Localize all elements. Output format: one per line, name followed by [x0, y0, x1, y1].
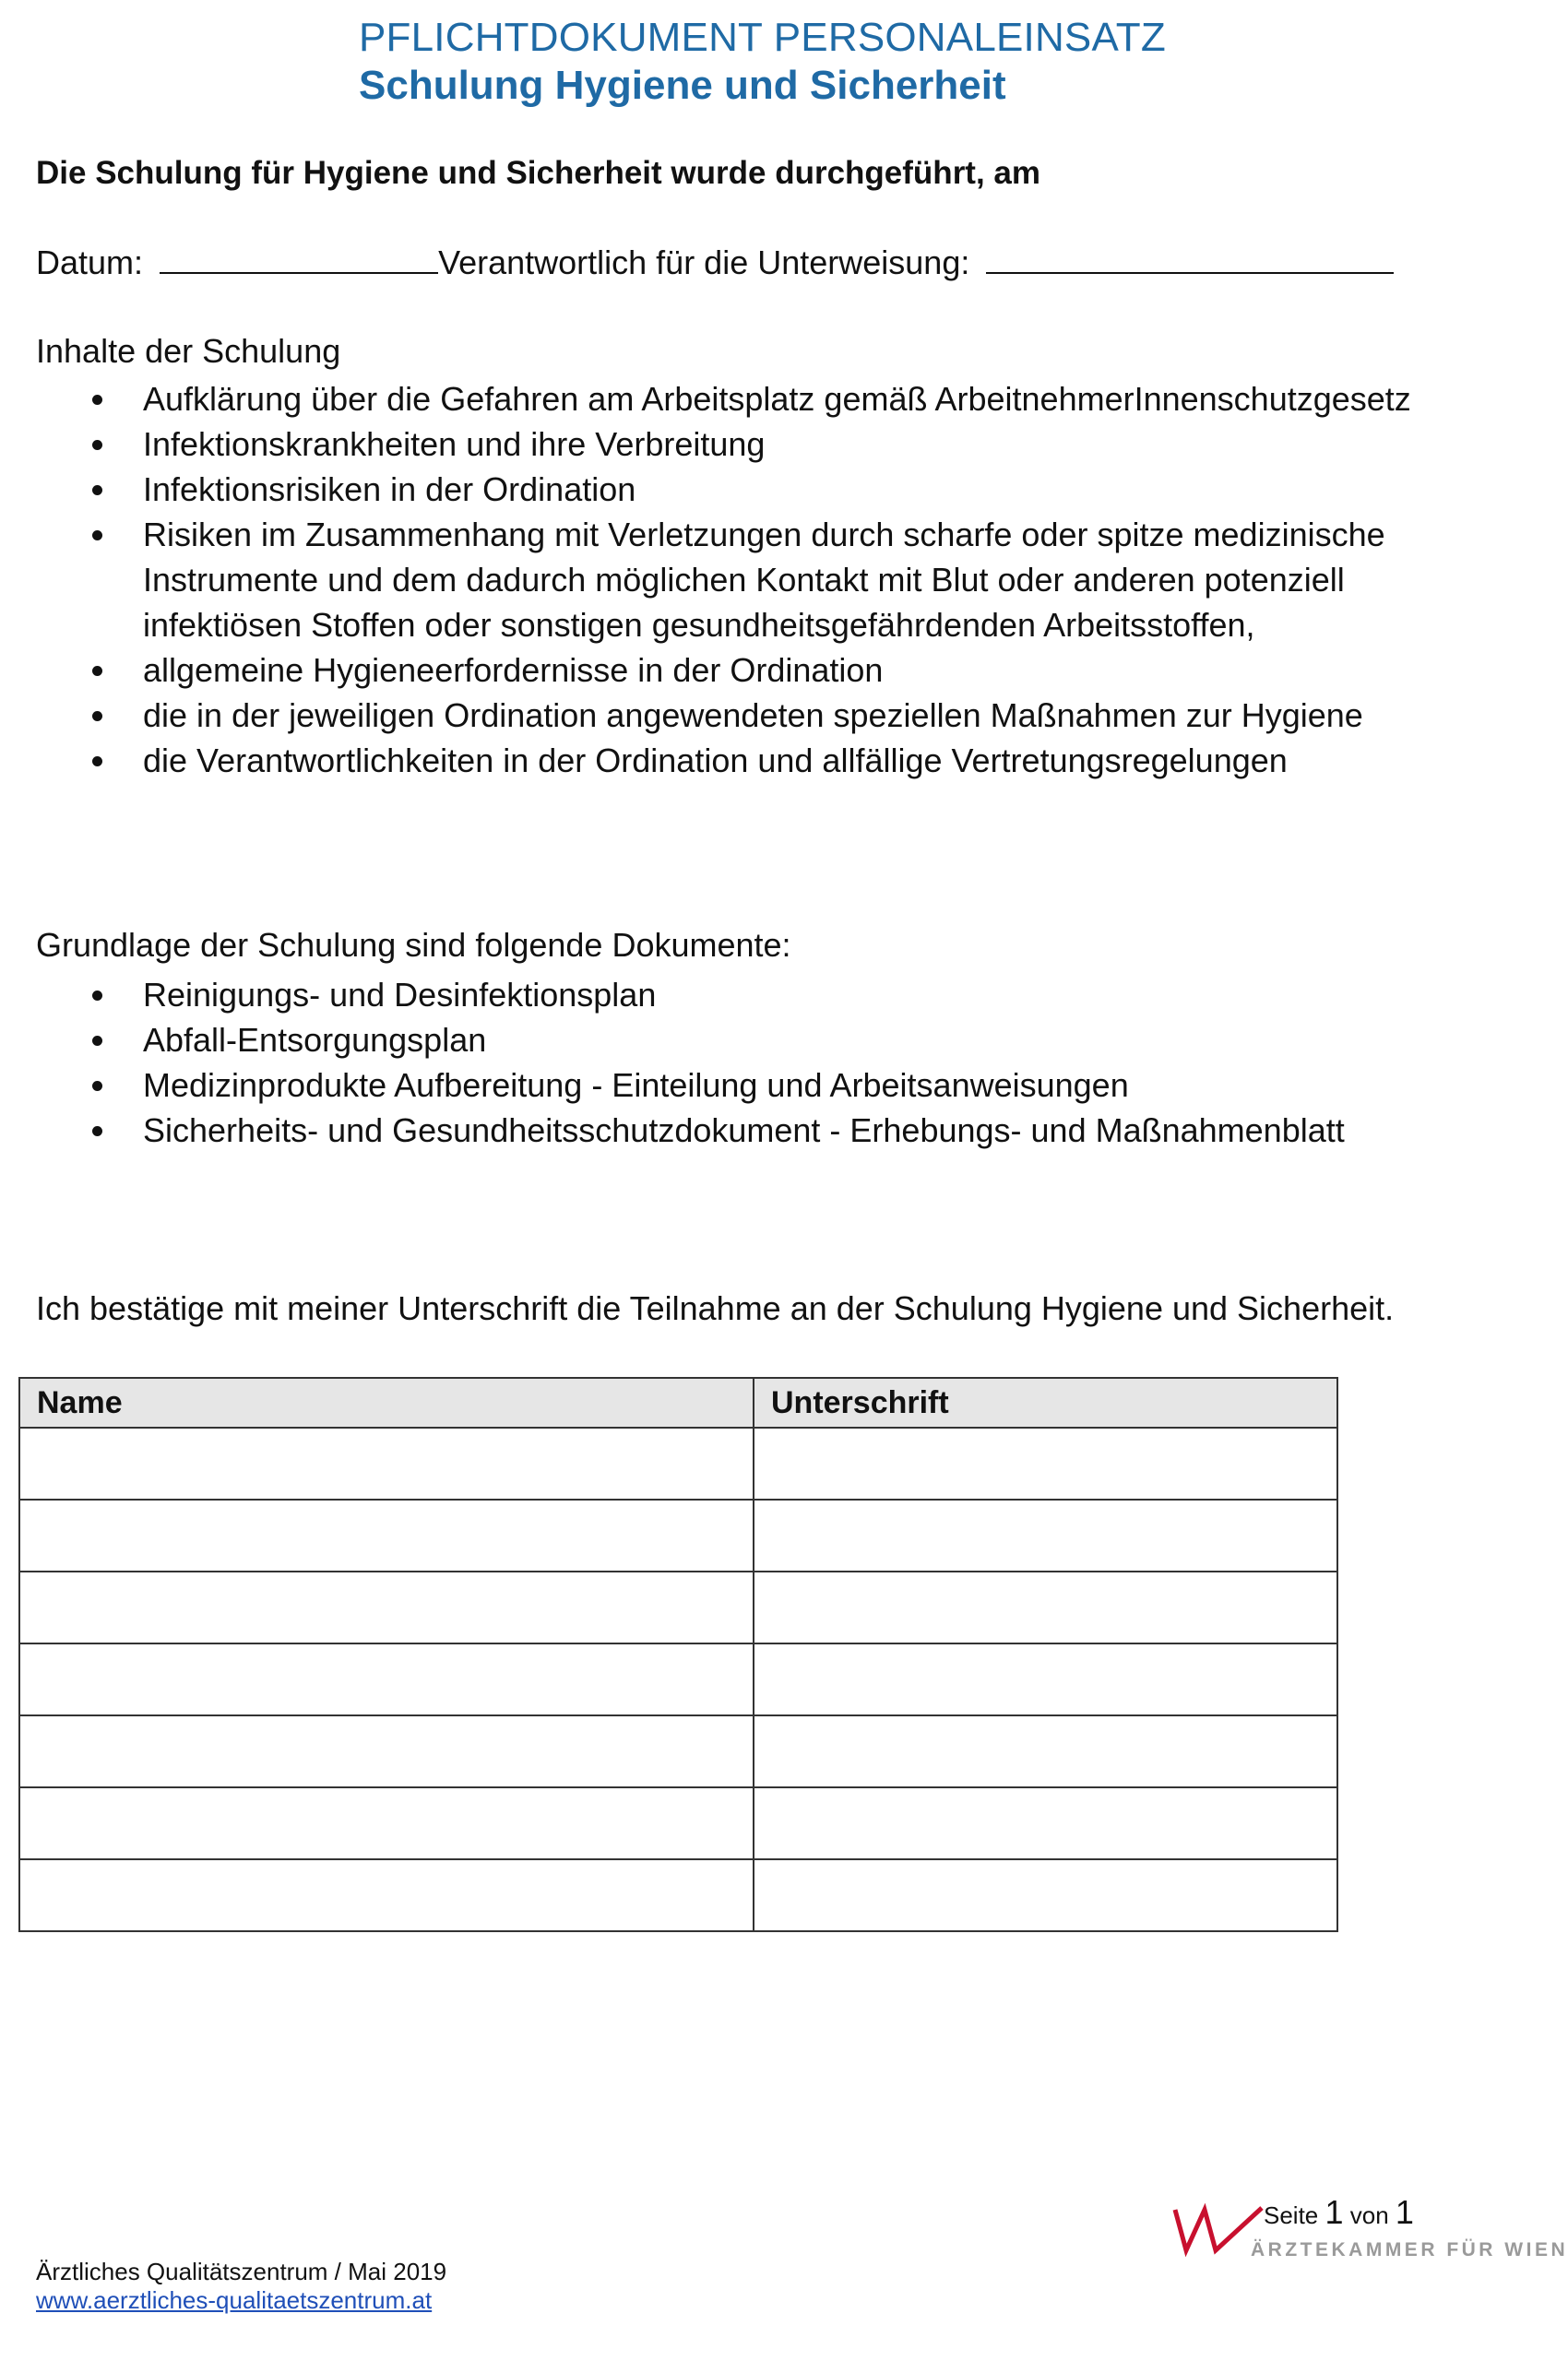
contents-list-item: Infektionskrankheiten und ihre Verbreitung: [0, 421, 1416, 467]
table-row: [19, 1428, 1337, 1500]
signature-cell[interactable]: [754, 1572, 1337, 1643]
contents-list-item: allgemeine Hygieneerfordernisse in der Ordination: [0, 647, 1416, 693]
contents-list-item: Aufklärung über die Gefahren am Arbeitsplatz gemäß ArbeitnehmerInnenschutzgesetz: [0, 376, 1416, 421]
date-responsible-row: [36, 243, 1394, 282]
table-row: [19, 1643, 1337, 1715]
column-header-signature: Unterschrift: [754, 1378, 1337, 1428]
confirmation-text: Ich bestätige mit meiner Unterschrift die Teilnahme an der Schulung Hygiene und Sicherheit.: [36, 1289, 1395, 1327]
date-label: Datum:: [36, 243, 144, 281]
signature-cell[interactable]: [754, 1859, 1337, 1931]
contents-list: [0, 376, 1505, 783]
document-title: PFLICHTDOKUMENT PERSONALEINSATZ: [359, 15, 1166, 60]
contents-list-item: Risiken im Zusammenhang mit Verletzungen durch scharfe oder spitze medizinische Instrumente und dem dadurch möglichen Kontakt mit Blut oder anderen potenziell infektiösen Stoffen oder sonstigen gesundheitsgefährdenden Arbeitsstoffen,: [0, 512, 1416, 647]
page-current: 1: [1324, 2193, 1344, 2231]
contents-list-item: die Verantwortlichkeiten in der Ordination und allfällige Vertretungsregelungen: [0, 738, 1416, 783]
name-cell[interactable]: [19, 1787, 754, 1859]
intro-text: Die Schulung für Hygiene und Sicherheit wurde durchgeführt, am: [36, 155, 1040, 191]
signature-table: [18, 1377, 1338, 1932]
name-cell[interactable]: [19, 1715, 754, 1787]
name-cell[interactable]: [19, 1859, 754, 1931]
name-cell[interactable]: [19, 1572, 754, 1643]
documents-list-item: Abfall-Entsorgungsplan: [0, 1017, 1416, 1062]
signature-cell[interactable]: [754, 1715, 1337, 1787]
signature-cell[interactable]: [754, 1500, 1337, 1572]
responsible-label: Verantwortlich für die Unterweisung:: [438, 243, 970, 281]
name-cell[interactable]: [19, 1428, 754, 1500]
documents-list: [0, 972, 1505, 1153]
name-cell[interactable]: [19, 1500, 754, 1572]
documents-heading: Grundlage der Schulung sind folgende Dokumente:: [36, 926, 791, 964]
documents-list-item: Reinigungs- und Desinfektionsplan: [0, 972, 1416, 1017]
logo-text: ÄRZTEKAMMER FÜR WIEN: [1251, 2239, 1568, 2260]
footer-organization: Ärztliches Qualitätszentrum / Mai 2019: [36, 2258, 447, 2285]
page-number: [1264, 2193, 1414, 2232]
responsible-field[interactable]: [986, 246, 1394, 274]
column-header-name: Name: [19, 1378, 754, 1428]
page-label: Seite: [1264, 2201, 1319, 2229]
signature-cell[interactable]: [754, 1787, 1337, 1859]
table-row: [19, 1859, 1337, 1931]
table-row: [19, 1572, 1337, 1643]
contents-list-item: Infektionsrisiken in der Ordination: [0, 467, 1416, 512]
name-cell[interactable]: [19, 1643, 754, 1715]
page-of-label: von: [1349, 2201, 1389, 2229]
table-row: [19, 1500, 1337, 1572]
footer-link[interactable]: www.aerztliches-qualitaetszentrum.at: [36, 2286, 433, 2314]
document-subtitle: Schulung Hygiene und Sicherheit: [359, 63, 1006, 108]
documents-list-item: Sicherheits- und Gesundheitsschutzdokument - Erhebungs- und Maßnahmenblatt: [0, 1108, 1416, 1153]
contents-heading: Inhalte der Schulung: [36, 332, 341, 370]
documents-list-item: Medizinprodukte Aufbereitung - Einteilung und Arbeitsanweisungen: [0, 1062, 1416, 1108]
table-header-row: [19, 1378, 1337, 1428]
page-total: 1: [1395, 2193, 1414, 2231]
signature-cell[interactable]: [754, 1643, 1337, 1715]
signature-cell[interactable]: [754, 1428, 1337, 1500]
table-row: [19, 1715, 1337, 1787]
contents-list-item: die in der jeweiligen Ordination angewendeten speziellen Maßnahmen zur Hygiene: [0, 693, 1416, 738]
table-row: [19, 1787, 1337, 1859]
date-field[interactable]: [160, 246, 438, 274]
